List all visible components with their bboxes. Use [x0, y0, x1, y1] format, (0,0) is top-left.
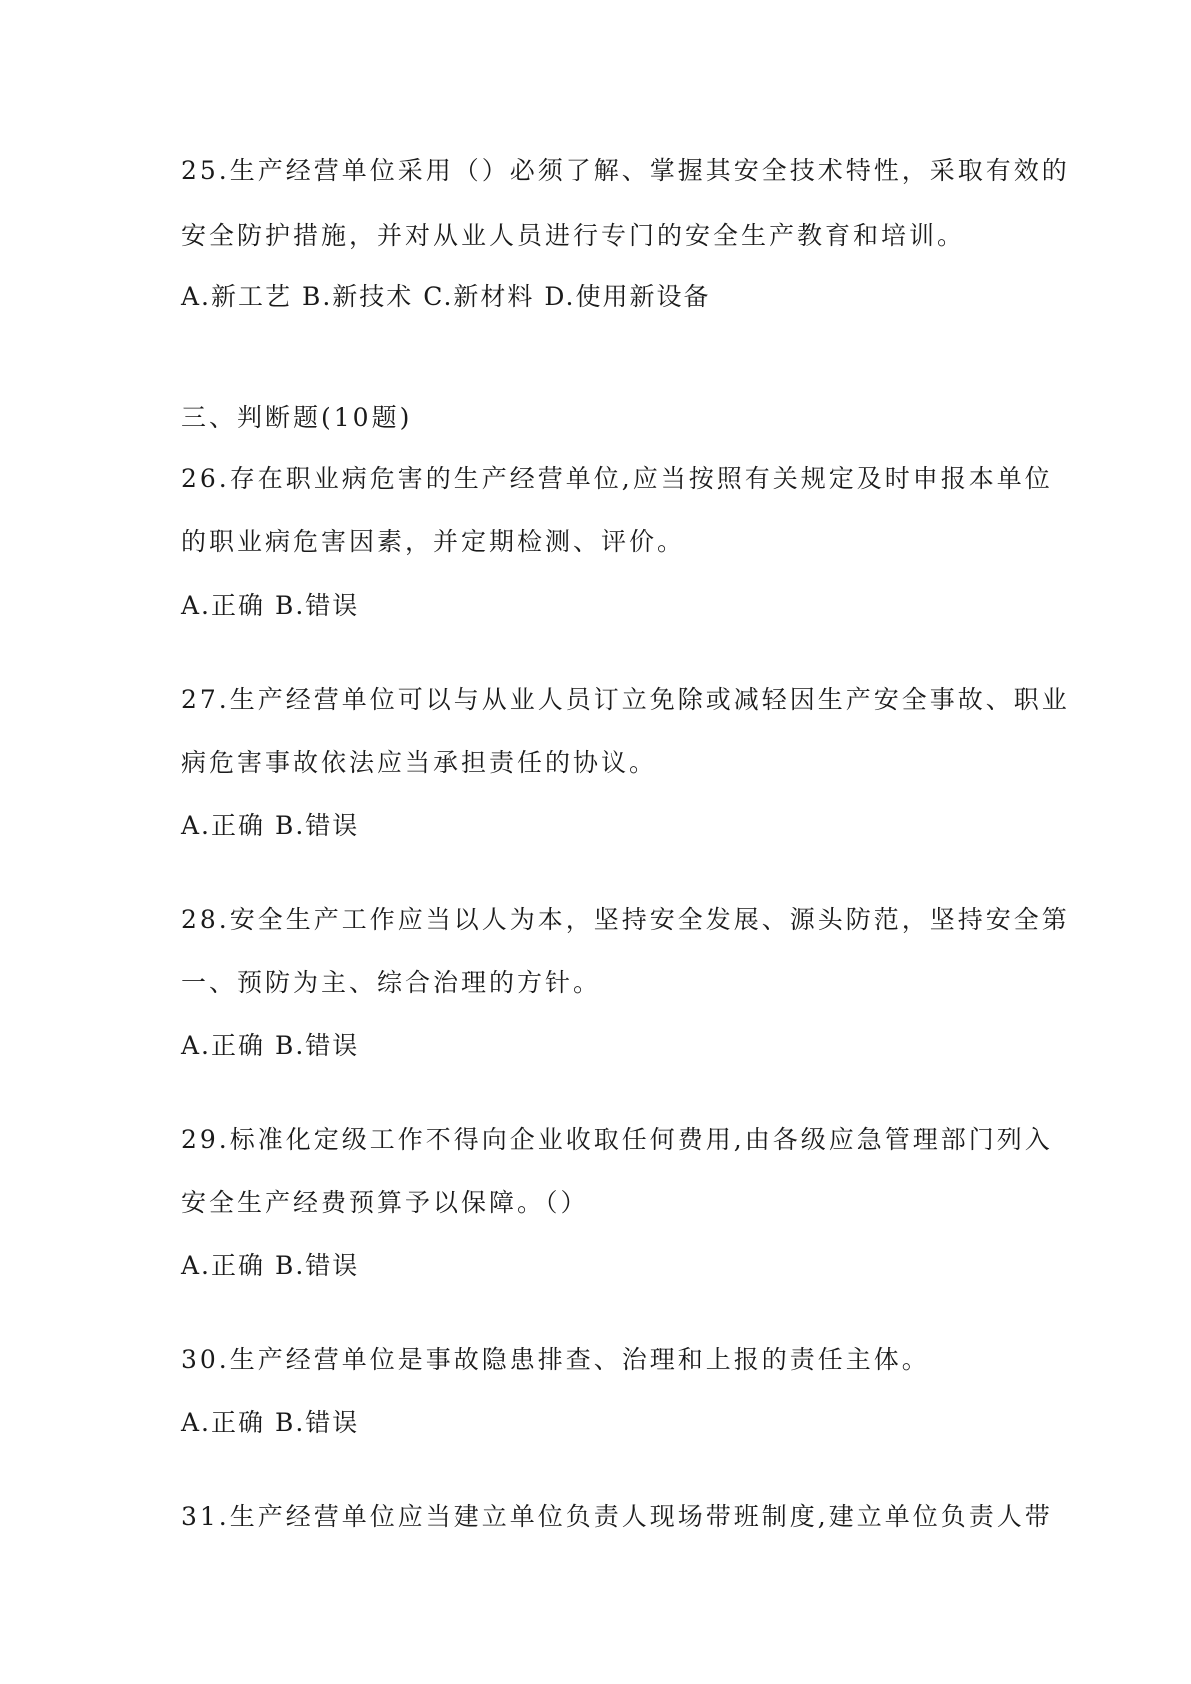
question-28-line-2: 一、预防为主、综合治理的方针。 — [181, 968, 602, 997]
question-29-options: A.正确 B.错误 — [181, 1251, 360, 1280]
question-27-line-2: 病危害事故依法应当承担责任的协议。 — [181, 748, 658, 777]
question-25-line-2: 安全防护措施，并对从业人员进行专门的安全生产教育和培训。 — [181, 221, 966, 250]
question-31-line-1: 31.生产经营单位应当建立单位负责人现场带班制度,建立单位负责人带 — [181, 1502, 1053, 1531]
question-28-options: A.正确 B.错误 — [181, 1031, 360, 1060]
question-26-options: A.正确 B.错误 — [181, 591, 360, 620]
question-30-line-1: 30.生产经营单位是事故隐患排查、治理和上报的责任主体。 — [181, 1345, 930, 1374]
question-27-options: A.正确 B.错误 — [181, 811, 360, 840]
question-26-line-2: 的职业病危害因素，并定期检测、评价。 — [181, 527, 686, 556]
question-29-line-2: 安全生产经费预算予以保障。（） — [181, 1188, 589, 1217]
question-26-line-1: 26.存在职业病危害的生产经营单位,应当按照有关规定及时申报本单位 — [181, 464, 1053, 493]
question-27-line-1: 27.生产经营单位可以与从业人员订立免除或减轻因生产安全事故、职业 — [181, 685, 1070, 714]
question-30-options: A.正确 B.错误 — [181, 1408, 360, 1437]
question-25-line-1: 25.生产经营单位采用（）必须了解、掌握其安全技术特性，采取有效的 — [181, 156, 1070, 185]
question-25-options: A.新工艺 B.新技术 C.新材料 D.使用新设备 — [181, 282, 711, 311]
question-28-line-1: 28.安全生产工作应当以人为本，坚持安全发展、源头防范，坚持安全第 — [181, 905, 1070, 934]
section-title: 三、判断题(10题) — [181, 403, 413, 432]
question-29-line-1: 29.标准化定级工作不得向企业收取任何费用,由各级应急管理部门列入 — [181, 1125, 1053, 1154]
